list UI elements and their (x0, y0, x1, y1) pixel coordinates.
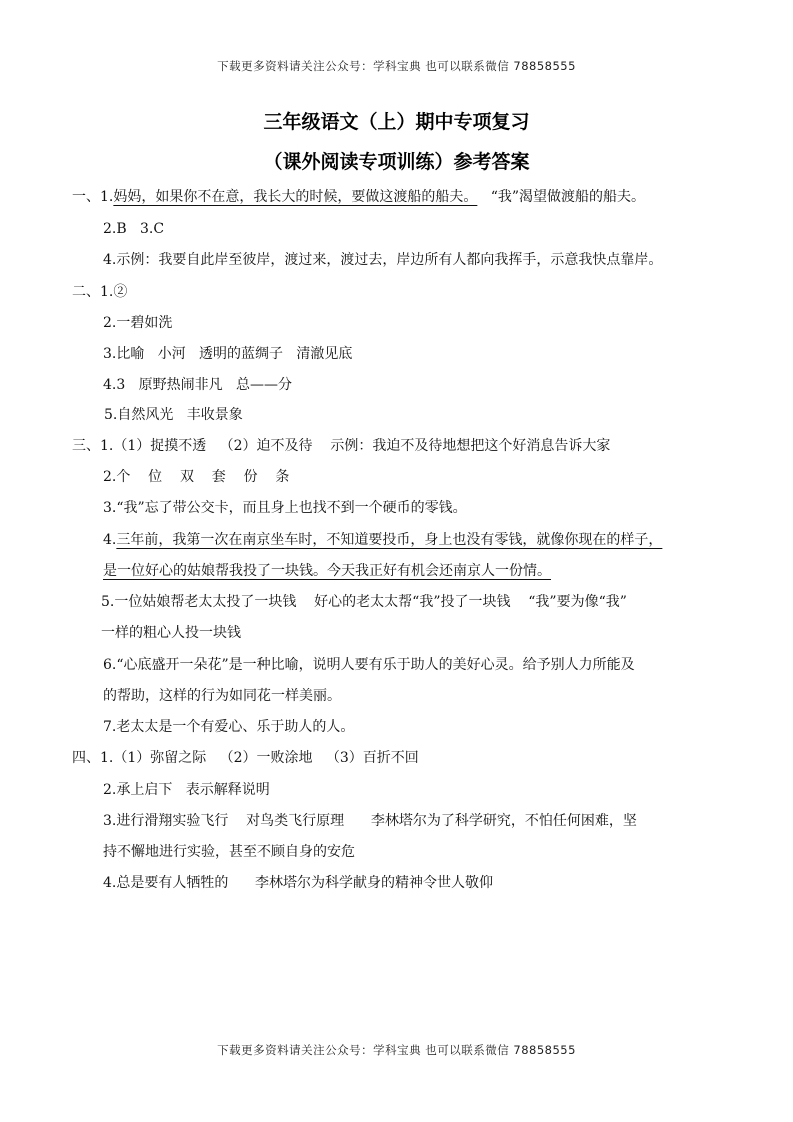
answer-line: 二、1.② (72, 284, 128, 300)
answer-line: 7.老太太是一个有爱心、乐于助人的人。 (103, 719, 355, 735)
underlined-answer: 三年前，我第一次在南京坐车时，不知道要投币，身上也没有零钱，就像你现在的样子， (116, 532, 663, 548)
answer-line: 4.总是要有人牺牲的 李林塔尔为科学献身的精神令世人敬仰 (103, 875, 494, 891)
answer-line: 2.一碧如洗 (103, 315, 173, 331)
answer-line: 4.3 原野热闹非凡 总——分 (103, 377, 292, 393)
answer-line: 3.进行滑翔实验飞行 对鸟类飞行原理 李林塔尔为了科学研究，不怕任何困难，坚 (103, 813, 637, 829)
answer-line (103, 531, 662, 549)
answer-line: 2.承上启下 表示解释说明 (103, 782, 270, 798)
answer-line: 2.B 3.C (103, 221, 165, 237)
underlined-answer: 妈妈，如果你不在意，我长大的时候，要做这渡船的船夫。 (113, 189, 478, 205)
answer-text: “我”渴望做渡船的船夫。 (477, 189, 646, 205)
answer-line: 4.示例：我要自此岸至彼岸，渡过来，渡过去，岸边所有人都向我挥手，示意我快点靠岸。 (103, 252, 663, 268)
page-header-promo: 下载更多资料请关注公众号：学科宝典 也可以联系微信 78858555 (217, 59, 576, 73)
answer-line: 5.自然风光 丰收景象 (104, 407, 243, 423)
document-title: 三年级语文（上）期中专项复习 (263, 111, 530, 133)
answer-line: 3.比喻 小河 透明的蓝绸子 清澈见底 (103, 346, 353, 362)
answer-line: 6.“心底盛开一朵花”是一种比喻，说明人要有乐于助人的美好心灵。给予别人力所能及 (103, 657, 635, 673)
underlined-answer: 是一位好心的姑娘帮我投了一块钱。今天我正好有机会还南京人一份情。 (103, 563, 551, 579)
document-subtitle: （课外阅读专项训练）参考答案 (263, 151, 530, 173)
answer-line (103, 562, 551, 580)
answer-line: 5.一位姑娘帮老太太投了一块钱 好心的老太太帮“我”投了一块钱 “我”要为像“我” (101, 594, 627, 610)
answer-line (72, 188, 645, 206)
answer-line: 3.“我”忘了带公交卡，而且身上也找不到一个硬币的零钱。 (103, 500, 467, 516)
answer-label: 4. (103, 532, 117, 548)
answer-line: 一样的粗心人投一块钱 (101, 625, 241, 641)
answer-line: 的帮助，这样的行为如同花一样美丽。 (103, 688, 341, 704)
answer-line: 四、1.（1）弥留之际 （2）一败涂地 （3）百折不回 (72, 750, 419, 766)
answer-line: 持不懈地进行实验，甚至不顾自身的安危 (103, 844, 355, 860)
page-footer-promo: 下载更多资料请关注公众号：学科宝典 也可以联系微信 78858555 (217, 1043, 576, 1057)
answer-line: 2.个 位 双 套 份 条 (103, 469, 290, 485)
answer-label: 一、1. (72, 189, 114, 205)
answer-line: 三、1.（1）捉摸不透 （2）迫不及待 示例：我迫不及待地想把这个好消息告诉大家 (72, 438, 611, 454)
